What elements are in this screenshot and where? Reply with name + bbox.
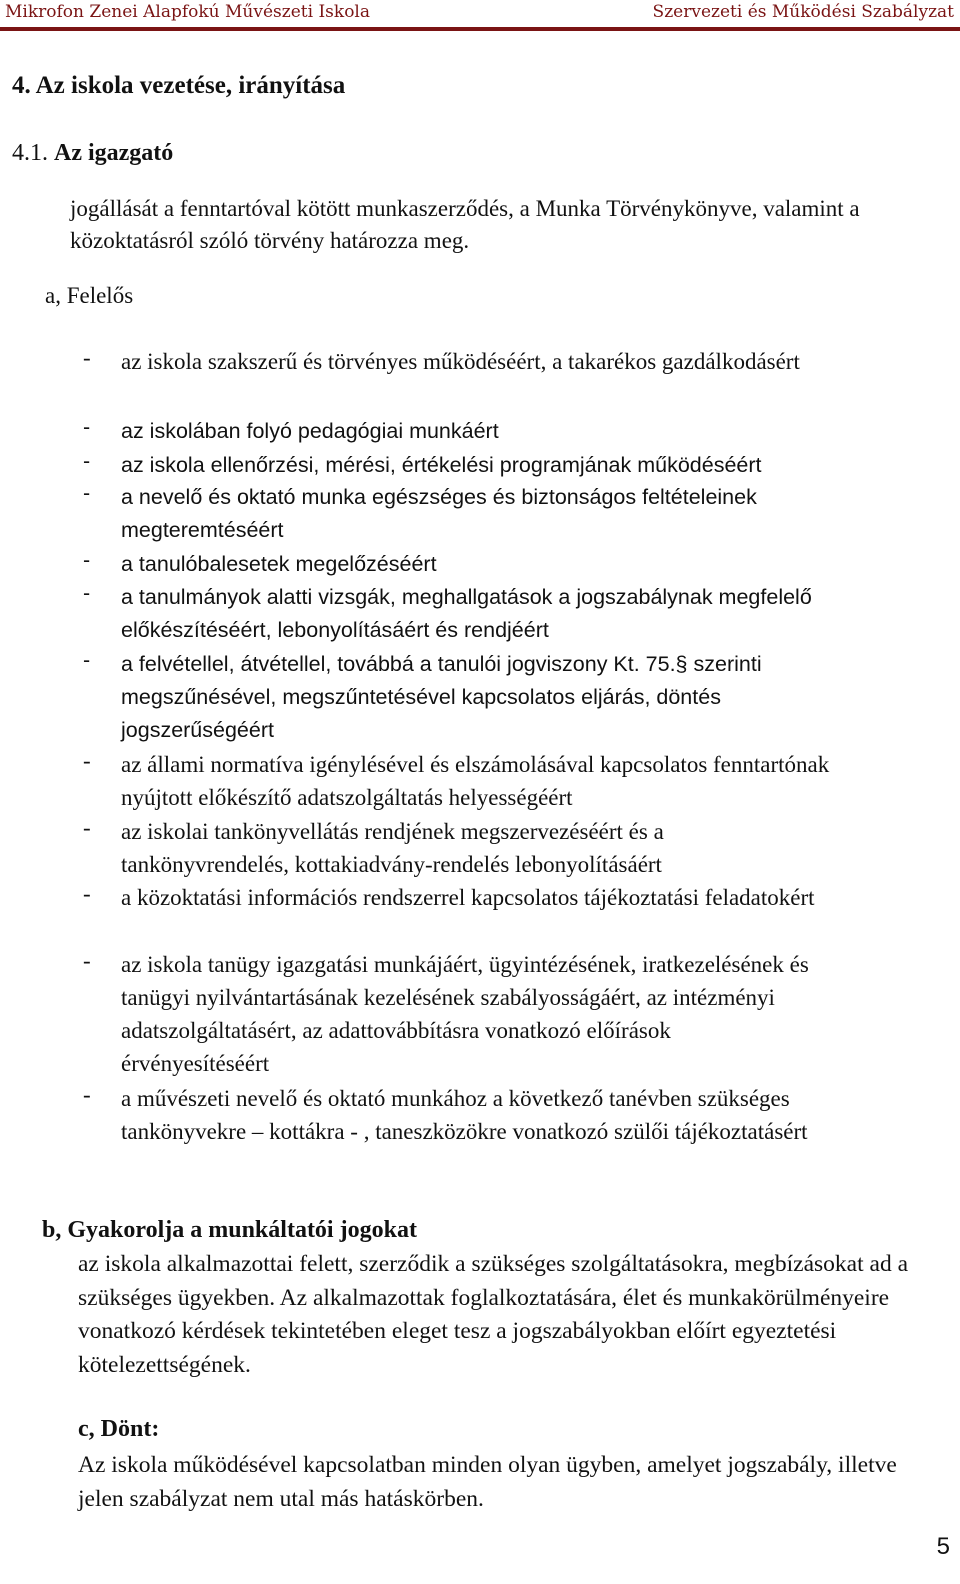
list-item-text: a közoktatási információs rendszerrel kapcsolatos tájékoztatási feladatokért	[121, 885, 815, 910]
list-dash: -	[83, 415, 91, 439]
list-item-text: az iskola tanügy igazgatási munkájáért, ügyintézésének, iratkezelésének és tanügyi nyilvántartásának kezelésének szabályosságáért, az intézményi adatszolgáltatásért, az adattovábbításra vonatkozó előírások érvényesítéséért	[121, 952, 809, 1076]
list-item-text: a nevelő és oktató munka egészséges és biztonságos feltételeinek megteremtéséért	[121, 485, 757, 542]
list-dash: -	[83, 815, 91, 840]
header-school-name: Mikrofon Zenei Alapfokú Művészeti Iskola	[5, 2, 371, 22]
list-item-text: az iskolai tankönyvellátás rendjének megszervezéséért és a tankönyvrendelés, kottakiadvány-rendelés lebonyolításáért	[121, 819, 664, 877]
list-item-text: az iskola szakszerű és törvényes működéséért, a takarékos gazdálkodásért	[121, 349, 800, 374]
list-dash: -	[83, 881, 91, 906]
list-dash: -	[83, 1082, 91, 1107]
list-item-text: a felvétellel, átvétellel, továbbá a tanulói jogviszony Kt. 75.§ szerinti megszűnésével, megszűntetésével kapcsolatos eljárás, döntés jogszerűségéért	[121, 652, 762, 742]
list-item-text: az állami normatíva igénylésével és elszámolásával kapcsolatos fenntartónak nyújtott előkészítő adatszolgáltatás helyességéért	[121, 752, 830, 810]
list-dash: -	[83, 548, 91, 572]
list-dash: -	[83, 748, 91, 773]
list-dash: -	[83, 948, 91, 973]
responsibilities-label: a, Felelős	[45, 283, 134, 308]
employer-rights-label: b, Gyakorolja a munkáltatói jogokat	[42, 1217, 417, 1243]
list-item-text: az iskola ellenőrzési, mérési, értékelési programjának működéséért	[121, 453, 762, 477]
employer-rights-paragraph: az iskola alkalmazottai felett, szerződik a szükséges szolgáltatásokra, megbízásokat ad a szükséges ügyekben. Az alkalmazottak foglalkoztatására, élet és munkakörülményeire vonatkozó kérdések tekintetében eleget tesz a jogszabályokban előírt egyeztetési kötelezettségének.	[78, 1251, 908, 1378]
list-item-text: a tanulóbalesetek megelőzéséért	[121, 552, 437, 576]
list-dash: -	[83, 345, 91, 370]
list-dash: -	[83, 449, 91, 473]
list-dash: -	[83, 648, 91, 672]
list-item-text: az iskolában folyó pedagógiai munkáért	[121, 419, 499, 443]
subsection-title: Az igazgató	[54, 140, 174, 166]
list-dash: -	[83, 481, 91, 505]
header-document-title: Szervezeti és Működési Szabályzat	[652, 2, 954, 22]
list-dash: -	[83, 581, 91, 605]
list-item-text: a művészeti nevelő és oktató munkához a következő tanévben szükséges tankönyvekre – kottákra - , taneszközökre vonatkozó szülői tájékoztatásért	[121, 1086, 808, 1144]
page-header	[0, 0, 960, 31]
subsection-number: 4.1.	[12, 140, 48, 166]
section-title: 4. Az iskola vezetése, irányítása	[12, 72, 346, 99]
page-number: 5	[936, 1533, 950, 1560]
director-intro-paragraph: jogállását a fenntartóval kötött munkaszerződés, a Munka Törvénykönyve, valamint a közoktatásról szóló törvény határozza meg.	[70, 196, 860, 253]
decisions-paragraph: Az iskola működésével kapcsolatban minden olyan ügyben, amelyet jogszabály, illetve jelen szabályzat nem utal más hatáskörben.	[78, 1452, 897, 1512]
list-item-text: a tanulmányok alatti vizsgák, meghallgatások a jogszabálynak megfelelő előkészítéséért, lebonyolításáért és rendjéért	[121, 585, 812, 642]
subsection-heading	[12, 140, 173, 167]
decisions-label: c, Dönt:	[78, 1416, 160, 1442]
